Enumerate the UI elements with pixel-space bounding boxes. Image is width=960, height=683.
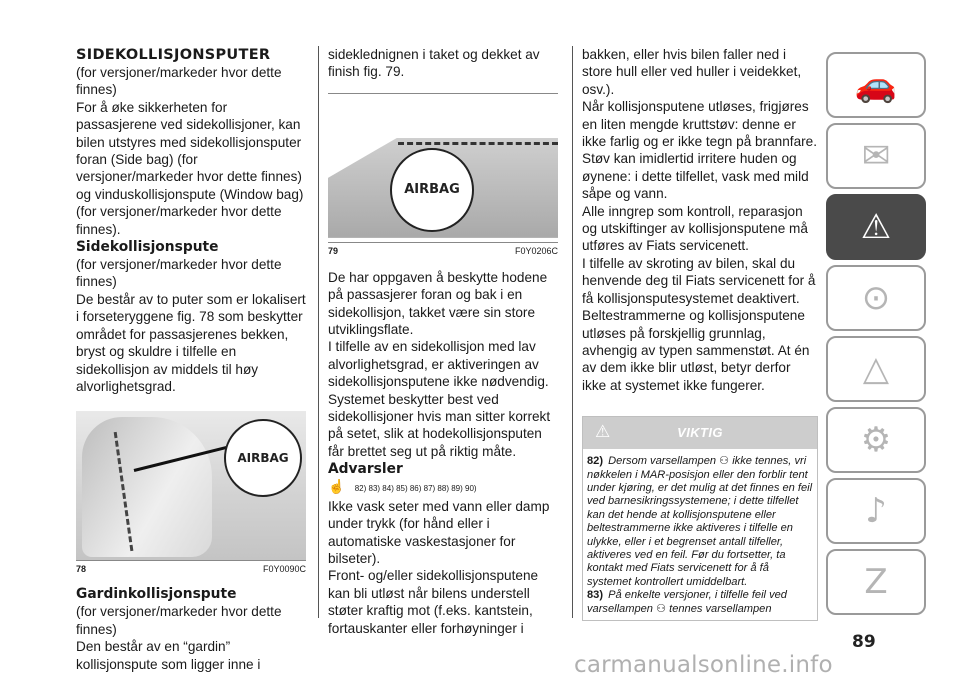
warning-triangle-icon: ⚠ [595,422,611,442]
curtain-airbag-seam [398,142,558,146]
page-number: 89 [852,632,876,652]
airbag-warning-light-icon: ⚇ [656,602,667,615]
airbag-badge: AIRBAG [224,419,302,497]
figure-number: 79 [328,245,339,256]
breakdown-icon: △ [862,349,890,389]
chapter-tabs [826,52,926,620]
tab-index[interactable] [826,549,926,615]
note-number: 83) [587,589,604,602]
tab-multimedia[interactable] [826,478,926,544]
paragraph: Alle inngrep som kontroll, reparasjon og utskiftinger av kollisjonsputene må utføres av Fiats servicenett. [582,203,808,254]
airbag-badge: AIRBAG [390,148,474,232]
paragraph: sideklednignen i taket og dekket av finish fig. 79. [328,47,540,80]
key-steering-icon: ⊙ [861,278,891,318]
note-text: På enkelte versjoner, i tilfelle feil ved varsellampen [587,589,787,615]
warnings-heading: Advarsler [328,461,403,478]
availability-note: (for versjoner/markeder hvor dette finnes) [76,257,282,290]
note-text: Dersom varsellampen [608,455,717,468]
paragraph: De består av to puter som er lokalisert i forseteryggene fig. 78 som beskytter området for passasjerenes bekken, bryst og skuldre i tilfelle en sidekollisjon av middels til høy alvorlighetsgrad. [76,291,306,394]
note-text: tennes varsellampen [669,602,772,615]
tab-warning-lights[interactable] [826,123,926,189]
hand-warning-icon: ☝ [328,479,345,495]
availability-note: (for versjoner/markeder hvor dette finnes) [76,604,282,637]
column-separator [572,46,573,618]
tab-emergency[interactable] [826,336,926,402]
column-separator [318,46,319,618]
figure-caption [328,245,558,257]
figure-code: F0Y0090C [262,564,306,575]
paragraph: Beltestrammerne og kollisjonsputene utløses på forskjellig grunnlag, avhengig av typen sammenstøt. At én av dem ikke blir utløst, betyr derfor ikke at systemet ikke fungerer. [582,308,810,393]
index-letters-icon: Z [864,562,888,602]
subsection-heading: Sidekollisjonspute [76,239,219,256]
figure-79-window-airbag [328,93,558,243]
important-title: VIKTIG [677,425,723,441]
tab-safety[interactable] [826,194,926,260]
subsection-heading: Gardinkollisjonspute [76,586,237,603]
column-3 [582,46,818,621]
figure-number: 78 [76,564,87,575]
seatbelt-airbag-icon: ⚠ [860,207,892,247]
tab-maintenance[interactable] [826,407,926,473]
paragraph: I tilfelle av en sidekollisjon med lav alvorlighetsgrad, er aktiveringen av sidekollisjonsputene ikke nødvendig. Systemet beskytter best ved sidekollisjoner hvis man sitter korrekt på setet, slik at hodekollisjonsputen får brettet seg ut på riktig måte. [328,339,551,459]
column-1 [76,46,306,673]
note-number: 82) [587,455,604,468]
note-text: ikke tennes, vri nøkkelen i MAR-posisjon eller den forblir tent under kjøring, er det mulig at det finnes en feil ved barnesikringssystemene; i dette tilfellet kan det hende at kollisjonsputene eller beltestrammerne ikke aktiveres i tilfelle en ulykke, eller i et begrenset antall tilfeller, aktiveres ved en feil. Før du fortsetter, ta kontakt med Fiats servicenett for å få systemet kontrollert umiddelbart. [587,455,813,588]
seat-illustration [82,417,212,557]
watermark: carmanualsonline.info [574,652,833,678]
paragraph: Når kollisjonsputene utløses, frigjøres en liten mengde kruttstøv: denne er ikke farlig og er ikke tegn på brannfare. Støv kan imidlertid irritere huden og øynene: i dette tilfellet, vask med mild såpe og vann. [582,99,818,202]
important-header [583,417,817,449]
paragraph: Den består av en “gardin” kollisjonspute som ligger inne i [76,639,261,672]
note-82 [587,455,813,589]
figure-78-side-airbag [76,411,306,561]
paragraph: De har oppgaven å beskytte hodene på passasjerer foran og bak i en sidekollisjon, takket være sin store utviklingsflate. [328,269,548,338]
paragraph: For å øke sikkerheten for passasjerene ved sidekollisjoner, kan bilen utstyres med sidekollisjonsputer foran (Side bag) (for versjoner/markeder hvor dette finnes) og vinduskollisjonspute (Window bag) (for versjoner/markeder hvor dette finnes). [76,99,304,237]
tab-dashboard[interactable] [826,52,926,118]
availability-note: (for versjoner/markeder hvor dette finnes) [76,65,282,98]
airbag-warning-light-icon: ⚇ [719,455,730,468]
warnings-refs: 82) 83) 84) 85) 86) 87) 88) 89) 90) [354,484,477,494]
column-2 [328,46,558,637]
warnings-refs-line [328,478,558,497]
figure-caption [76,563,306,575]
section-heading: SIDEKOLLISJONSPUTER [76,47,271,63]
warning-lights-icon: ✉ [861,136,891,176]
note-83 [587,589,813,616]
paragraph: Ikke vask seter med vann eller damp under trykk (for hånd eller i automatiske vaskestasjoner for bilseter). [328,498,550,566]
important-body [583,449,817,620]
paragraph: bakken, eller hvis bilen faller ned i store hull eller ved huller i veidekket, osv.). [582,47,802,97]
maintenance-icon: ⚙ [860,420,892,460]
important-box [582,416,818,621]
tab-starting-driving[interactable] [826,265,926,331]
car-dashboard-icon: 🚗 [854,65,898,105]
figure-code: F0Y0206C [514,245,558,256]
paragraph: I tilfelle av skroting av bilen, skal du henvende deg til Fiats servicenett for å få kollisjonsputesystemet deaktivert. [582,255,816,306]
paragraph: Front- og/eller sidekollisjonsputene kan bli utløst når bilens understell støter kraftig mot (f.eks. kantstein, fortauskanter eller forhøyninger i [328,568,539,636]
multimedia-icon: ♪ [865,491,887,531]
